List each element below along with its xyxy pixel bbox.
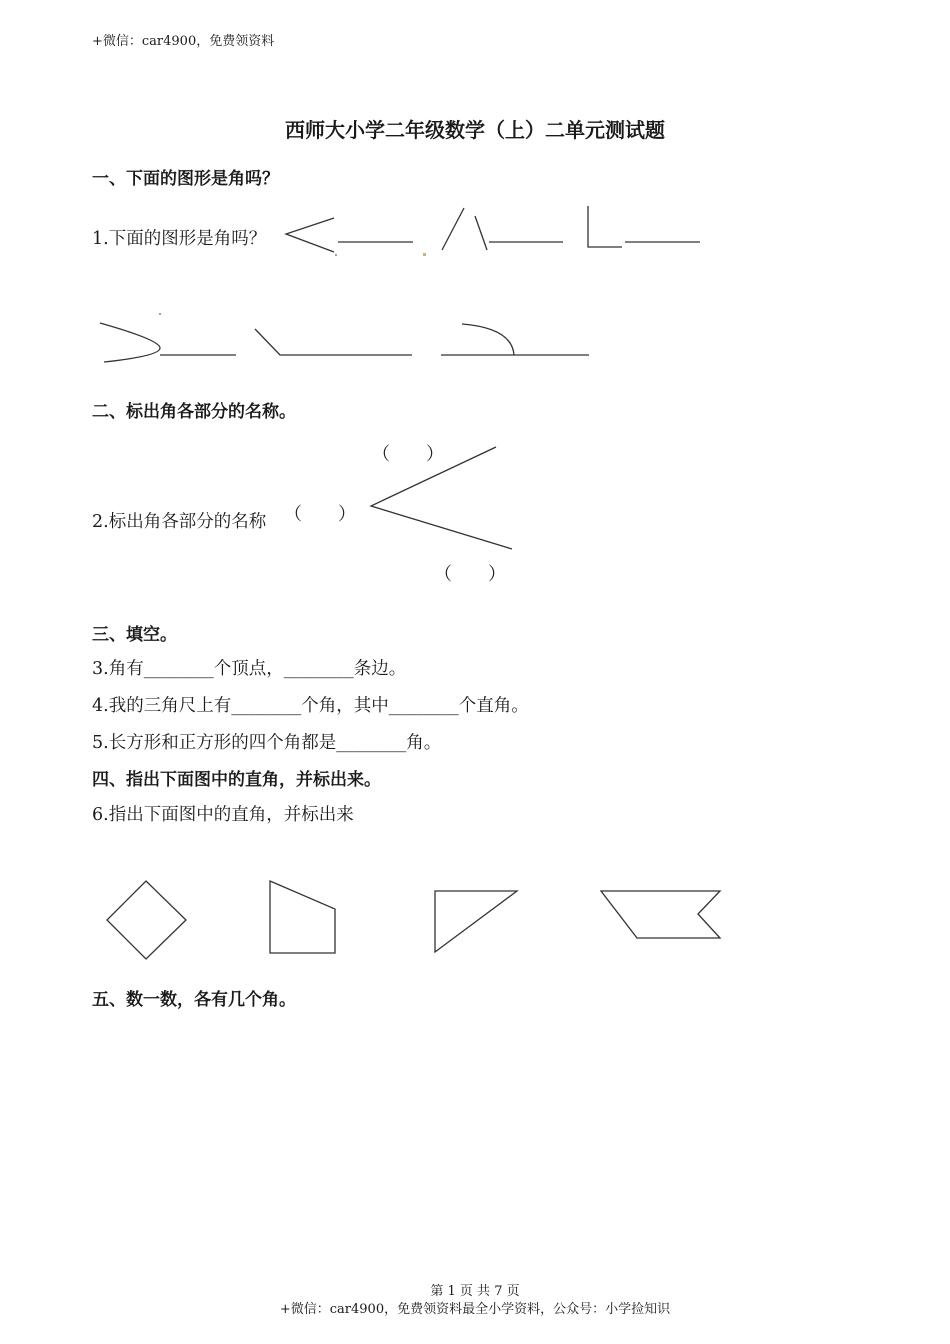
section-1-heading: 一、下面的图形是角吗？ — [92, 169, 279, 189]
section-3-heading: 三、填空。 — [92, 625, 177, 645]
figure-separated-lines-right — [475, 216, 487, 250]
figure-open-angle — [286, 218, 334, 252]
label-paren-left: （ ） — [284, 504, 356, 525]
figure-flag-shape — [601, 891, 720, 938]
label-paren-top: （ ） — [372, 444, 444, 465]
footer-page-number: 第 1 页 共 7 页 — [430, 1284, 520, 1299]
question-2: 2.标出角各部分的名称 — [92, 512, 267, 532]
stray-mark — [423, 253, 426, 256]
header-note: +微信：car4900，免费领资料 — [92, 34, 275, 49]
question-1: 1.下面的图形是角吗？ — [92, 229, 267, 249]
figure-bent-line — [255, 329, 336, 355]
section-2-heading: 二、标出角各部分的名称。 — [92, 402, 296, 422]
section-5-heading: 五、数一数，各有几个角。 — [92, 990, 296, 1010]
stray-dot — [335, 254, 337, 256]
stray-dot — [159, 313, 161, 315]
figure-curved-angle — [100, 323, 160, 362]
figure-square-diamond — [107, 881, 186, 959]
question-5: 5.长方形和正方形的四个角都是________角。 — [92, 733, 442, 753]
figure-right-angle — [588, 206, 622, 247]
figure-pentagon — [270, 881, 335, 953]
question-4: 4.我的三角尺上有________个角，其中________个直角。 — [92, 696, 529, 716]
figure-separated-lines-left — [442, 208, 464, 250]
figure-angle-to-label — [371, 447, 512, 549]
page-title: 西师大小学二年级数学（上）二单元测试题 — [285, 118, 665, 142]
question-6: 6.指出下面图中的直角，并标出来 — [92, 805, 354, 825]
label-paren-bottom: （ ） — [434, 564, 506, 585]
footer-note: +微信：car4900，免费领资料最全小学资料，公众号：小学捡知识 — [279, 1302, 671, 1317]
figure-right-triangle — [435, 891, 517, 952]
figure-curved-corner — [441, 324, 514, 355]
section-4-heading: 四、指出下面图中的直角，并标出来。 — [92, 770, 381, 790]
question-3: 3.角有________个顶点，________条边。 — [92, 659, 407, 679]
